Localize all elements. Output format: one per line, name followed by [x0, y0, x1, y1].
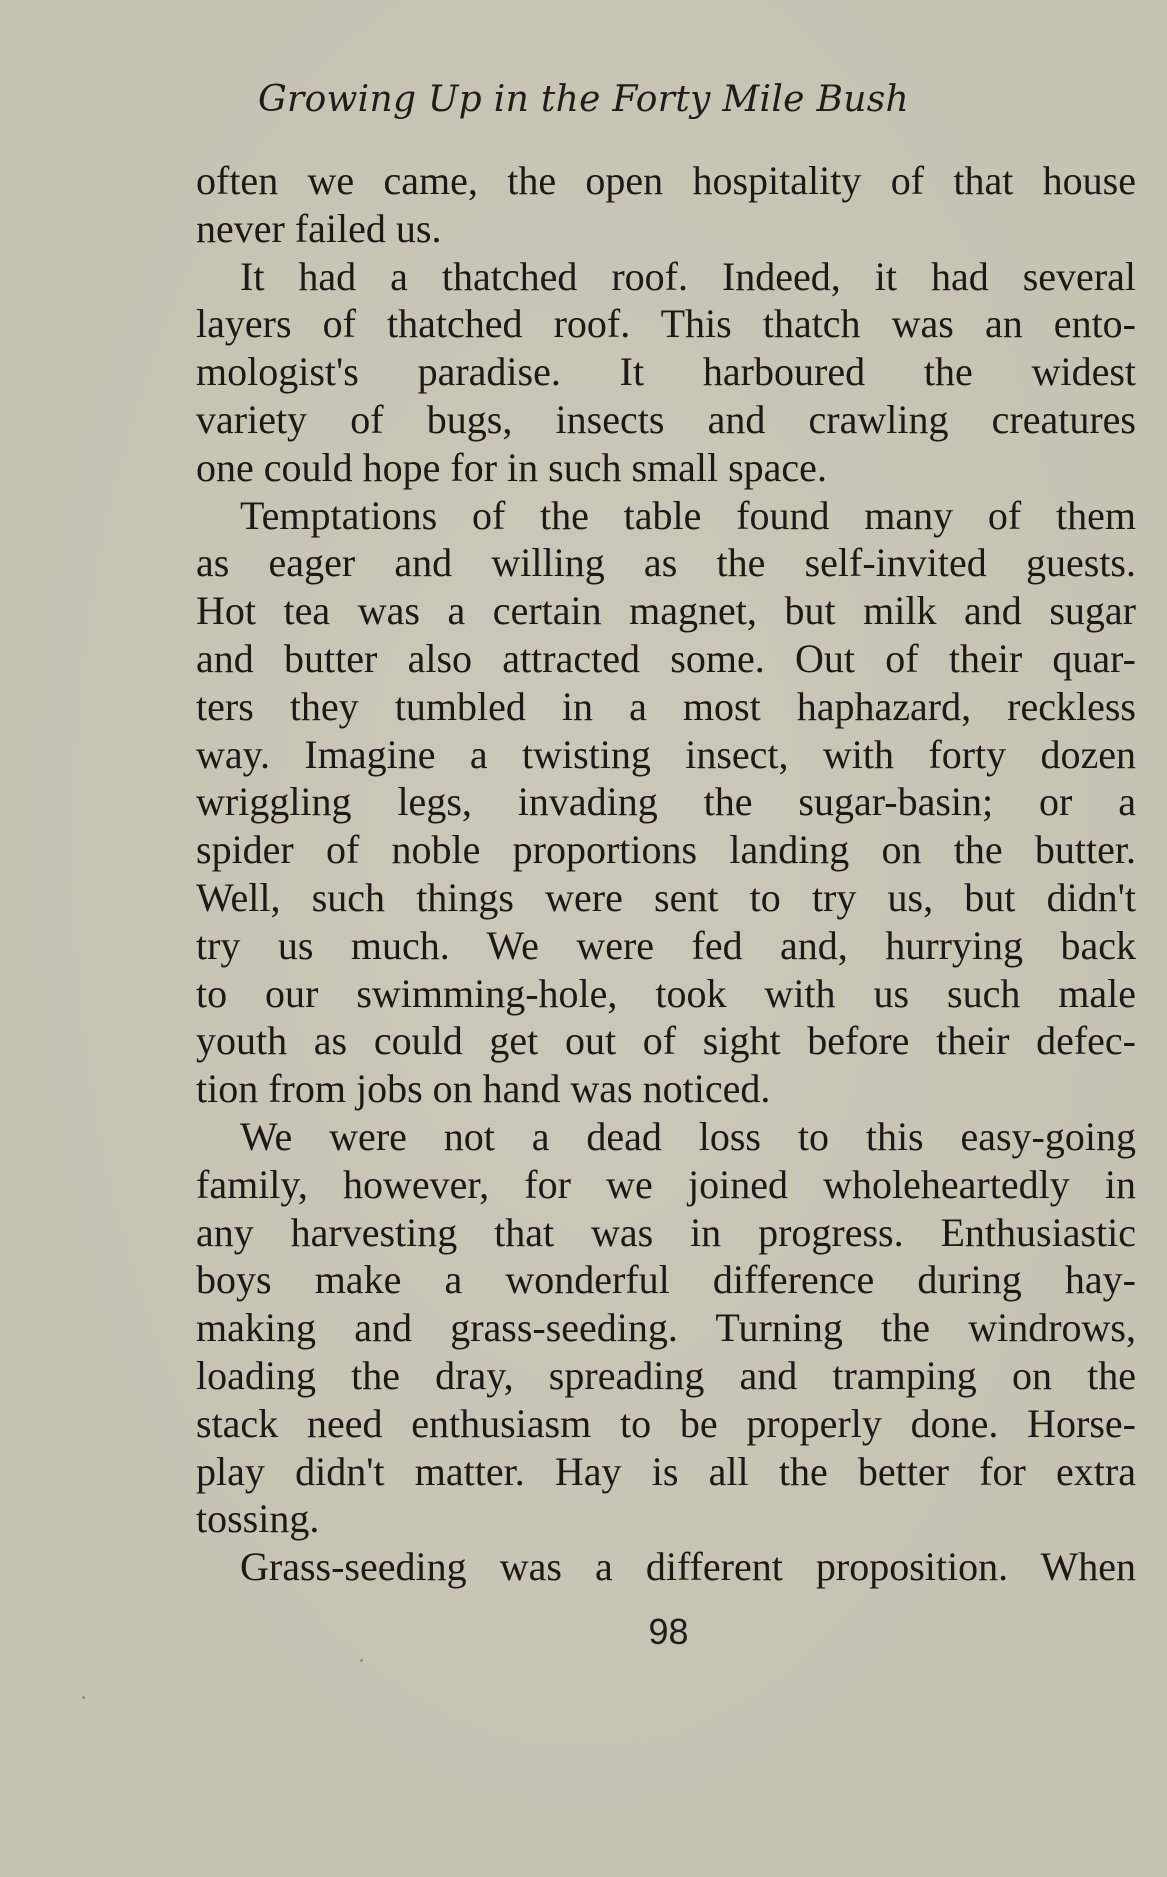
page-number: 98 [648, 1611, 689, 1652]
text-line: It had a thatched roof. Indeed, it had several [240, 253, 1136, 299]
text-line: as eager and willing as the self-invited guests. [196, 540, 1136, 586]
text-line: stack need enthusiasm to be properly done. Horse- [196, 1400, 1136, 1446]
text-line: tossing. [196, 1496, 320, 1542]
text-line: Well, such things were sent to try us, but didn't [196, 874, 1136, 920]
text-line: to our swimming-hole, took with us such male [196, 970, 1136, 1016]
text-line: Temptations of the table found many of them [240, 492, 1136, 538]
text-line: family, however, for we joined wholeheartedly in [196, 1161, 1136, 1207]
text-line: one could hope for in such small space. [196, 444, 827, 490]
text-line: wriggling legs, invading the sugar-basin; or a [196, 779, 1136, 825]
text-line: spider of noble proportions landing on the butter. [196, 827, 1136, 873]
paragraph [196, 1113, 1136, 1543]
paragraph [196, 492, 1136, 1113]
text-line: Hot tea was a certain magnet, but milk and sugar [196, 588, 1136, 634]
text-line: making and grass-seeding. Turning the windrows, [196, 1305, 1136, 1351]
text-line: youth as could get out of sight before their defec- [196, 1018, 1136, 1064]
paper-speck [82, 1696, 85, 1699]
paragraph [196, 157, 1136, 253]
text-line: loading the dray, spreading and tramping on the [196, 1352, 1136, 1398]
text-line: We were not a dead loss to this easy-going [240, 1113, 1136, 1159]
text-line: ters they tumbled in a most haphazard, reckless [196, 683, 1136, 729]
text-line: mologist's paradise. It harboured the widest [196, 349, 1136, 395]
text-line: and butter also attracted some. Out of their quar- [196, 635, 1136, 681]
paragraph [196, 1543, 1136, 1591]
text-line: boys make a wonderful difference during hay- [196, 1257, 1136, 1303]
text-line: try us much. We were fed and, hurrying back [196, 922, 1136, 968]
text-line: often we came, the open hospitality of that house [196, 158, 1136, 203]
paper-speck [360, 1659, 363, 1662]
text-line: way. Imagine a twisting insect, with forty dozen [196, 731, 1136, 777]
text-line: layers of thatched roof. This thatch was an ento- [196, 301, 1136, 347]
text-line: tion from jobs on hand was noticed. [196, 1066, 771, 1112]
text-line: Grass-seeding was a different proposition. When [240, 1544, 1136, 1590]
running-head: Growing Up in the Forty Mile Bush [258, 79, 909, 120]
body-text [196, 157, 1136, 1591]
text-line: variety of bugs, insects and crawling creatures [196, 396, 1136, 442]
text-line: play didn't matter. Hay is all the better for extra [196, 1448, 1136, 1494]
paragraph [196, 253, 1136, 492]
text-line: any harvesting that was in progress. Enthusiastic [196, 1209, 1136, 1255]
text-line: never failed us. [196, 205, 442, 251]
